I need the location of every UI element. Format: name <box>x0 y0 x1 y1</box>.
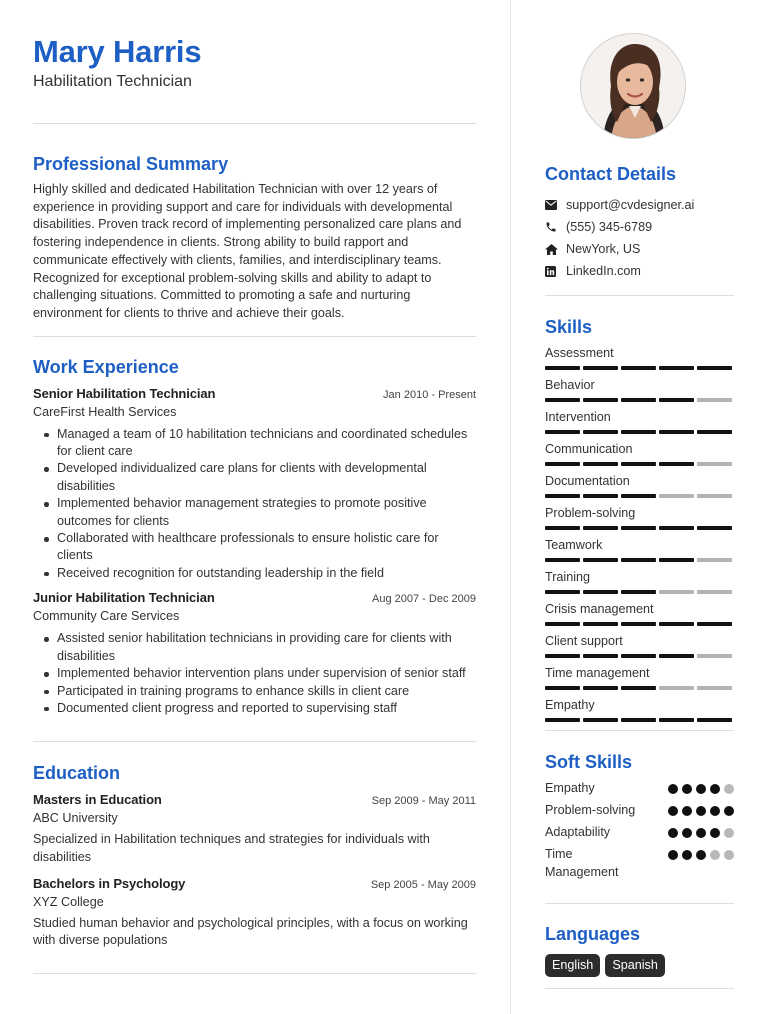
skill-level-segment <box>697 718 732 722</box>
skill-level-segment <box>545 430 580 434</box>
skill-name: Teamwork <box>545 538 603 552</box>
envelope-icon <box>545 200 566 210</box>
rating-dot <box>724 828 734 838</box>
skill-level-segment <box>697 494 732 498</box>
skill-level-segment <box>545 718 580 722</box>
list-item: Documented client progress and reported to supervising staff <box>33 700 476 717</box>
job-title: Junior Habilitation Technician <box>33 590 215 606</box>
education-entry <box>33 875 476 950</box>
job-company: Community Care Services <box>33 609 180 624</box>
skill-row <box>545 600 734 632</box>
skill-level-segment <box>659 686 694 690</box>
skill-name: Crisis management <box>545 602 654 616</box>
contact-email[interactable] <box>545 194 734 216</box>
skill-row <box>545 536 734 568</box>
skill-level-segment <box>545 366 580 370</box>
candidate-name: Mary Harris <box>33 34 202 69</box>
job-header <box>33 385 476 403</box>
skill-level-segment <box>621 622 656 626</box>
list-item: Implemented behavior management strategies to promote positive outcomes for clients <box>33 495 476 530</box>
skill-level-segment <box>545 654 580 658</box>
divider <box>545 988 734 989</box>
contact-location <box>545 238 734 260</box>
skill-level-segment <box>583 590 618 594</box>
list-item: Implemented behavior intervention plans under supervision of senior staff <box>33 665 476 682</box>
skill-level-segment <box>659 398 694 402</box>
skill-level-bar <box>545 622 734 626</box>
job-dates: Aug 2007 - Dec 2009 <box>372 593 476 606</box>
divider <box>545 295 734 296</box>
skill-level-segment <box>583 366 618 370</box>
list-item: Received recognition for outstanding leadership in the field <box>33 565 476 582</box>
list-item: Managed a team of 10 habilitation technicians and coordinated schedules for client care <box>33 426 476 461</box>
skill-level-segment <box>583 430 618 434</box>
skill-level-segment <box>621 526 656 530</box>
degree-title: Masters in Education <box>33 792 162 808</box>
skill-level-bar <box>545 462 734 466</box>
skill-level-segment <box>583 654 618 658</box>
soft-skill-name: Empathy <box>545 781 595 795</box>
rating-dot <box>682 850 692 860</box>
rating-dot <box>682 806 692 816</box>
rating-dot <box>724 850 734 860</box>
divider <box>33 973 476 974</box>
skill-level-segment <box>583 622 618 626</box>
job-entry <box>33 385 476 583</box>
skill-level-segment <box>659 366 694 370</box>
soft-skill-rating <box>668 846 734 860</box>
contact-location-text: NewYork, US <box>566 242 641 256</box>
skill-row <box>545 408 734 440</box>
skill-level-segment <box>583 462 618 466</box>
contact-linkedin[interactable] <box>545 260 734 282</box>
skill-level-segment <box>621 558 656 562</box>
skill-level-segment <box>621 590 656 594</box>
rating-dot <box>710 784 720 794</box>
contact-heading: Contact Details <box>545 164 677 184</box>
education-header <box>33 791 476 809</box>
skill-level-segment <box>697 686 732 690</box>
languages-heading: Languages <box>545 924 641 944</box>
education-heading: Education <box>33 763 121 784</box>
degree-title: Bachelors in Psychology <box>33 875 186 891</box>
list-item: Collaborated with healthcare professionals to ensure holistic care for clients <box>33 530 476 565</box>
skill-level-segment <box>697 366 732 370</box>
skill-level-segment <box>545 398 580 402</box>
school-name: ABC University <box>33 811 118 826</box>
skill-level-segment <box>583 398 618 402</box>
skill-level-segment <box>621 494 656 498</box>
rating-dot <box>668 784 678 794</box>
languages-list <box>545 954 734 977</box>
skill-row <box>545 504 734 536</box>
skill-row <box>545 472 734 504</box>
skill-level-segment <box>697 398 732 402</box>
home-icon <box>545 244 566 255</box>
skill-name: Empathy <box>545 698 595 712</box>
skill-level-segment <box>659 526 694 530</box>
list-item: Developed individualized care plans for clients with developmental disabilities <box>33 460 476 495</box>
skill-level-segment <box>659 558 694 562</box>
skill-level-segment <box>659 622 694 626</box>
soft-skills-heading: Soft Skills <box>545 752 633 772</box>
skill-row <box>545 376 734 408</box>
skill-level-segment <box>545 590 580 594</box>
skill-name: Training <box>545 570 591 584</box>
linkedin-icon <box>545 266 566 277</box>
skill-level-bar <box>545 654 734 658</box>
contact-linkedin-text: LinkedIn.com <box>566 264 641 278</box>
skill-level-segment <box>545 622 580 626</box>
skill-level-bar <box>545 366 734 370</box>
skill-name: Behavior <box>545 378 595 392</box>
divider <box>33 336 476 337</box>
rating-dot <box>668 828 678 838</box>
skill-name: Time management <box>545 666 650 680</box>
skill-level-segment <box>621 654 656 658</box>
summary-text: Highly skilled and dedicated Habilitation Technician with over 12 years of experience in providing support and care for individuals with developmental disabilities. Proven track record of implementing personalized care plans and fostering independence in clients. Strong ability to build rapport and communicate effectively with clients, families, and interdisciplinary teams. Recognized for exceptional problem-solving skills and ability to adapt to challenging situations. Committed to promoting a safe and nurturing environment for clients to thrive and achieve their goals. <box>33 182 462 320</box>
skill-level-segment <box>697 558 732 562</box>
contact-phone-text: (555) 345-6789 <box>566 220 653 234</box>
skill-level-segment <box>659 718 694 722</box>
rating-dot <box>724 806 734 816</box>
job-bullets <box>33 426 476 583</box>
experience-heading: Work Experience <box>33 356 179 377</box>
skill-level-bar <box>545 398 734 402</box>
skill-level-segment <box>697 430 732 434</box>
skill-level-segment <box>545 494 580 498</box>
skill-level-bar <box>545 718 734 722</box>
skill-level-segment <box>697 590 732 594</box>
skill-name: Documentation <box>545 474 630 488</box>
skill-level-segment <box>621 462 656 466</box>
education-header <box>33 875 476 893</box>
skill-level-segment <box>697 622 732 626</box>
skill-level-segment <box>545 558 580 562</box>
soft-skill-row <box>545 846 734 886</box>
skill-row <box>545 344 734 376</box>
divider <box>545 903 734 904</box>
skill-level-segment <box>621 718 656 722</box>
language-tag: English <box>545 954 600 977</box>
skill-level-bar <box>545 686 734 690</box>
soft-skill-rating <box>668 824 734 838</box>
contact-email-text: support@cvdesigner.ai <box>566 198 695 212</box>
soft-skill-row <box>545 780 734 802</box>
language-tag: Spanish <box>605 954 665 977</box>
skill-name: Client support <box>545 634 623 648</box>
skill-level-segment <box>697 462 732 466</box>
skill-level-segment <box>659 430 694 434</box>
education-desc: Specialized in Habilitation techniques and strategies for individuals with disabilities <box>33 832 430 865</box>
soft-skill-name: Time Management <box>545 847 619 879</box>
skill-level-segment <box>545 686 580 690</box>
skill-level-segment <box>659 494 694 498</box>
job-dates: Jan 2010 - Present <box>383 388 476 401</box>
skill-level-segment <box>621 430 656 434</box>
job-entry <box>33 589 476 717</box>
soft-skill-name: Problem-solving <box>545 803 636 817</box>
main-column <box>33 34 476 974</box>
education-desc: Studied human behavior and psychological principles, with a focus on working with diverse populations <box>33 915 468 948</box>
rating-dot <box>696 784 706 794</box>
summary-heading: Professional Summary <box>33 154 229 174</box>
skill-row <box>545 664 734 696</box>
skill-row <box>545 632 734 664</box>
skill-level-bar <box>545 526 734 530</box>
skill-level-segment <box>621 366 656 370</box>
skill-level-bar <box>545 590 734 594</box>
soft-skill-rating <box>668 780 734 794</box>
job-company: CareFirst Health Services <box>33 404 177 419</box>
skill-name: Intervention <box>545 410 611 424</box>
rating-dot <box>710 850 720 860</box>
skill-level-segment <box>545 462 580 466</box>
phone-icon <box>545 221 566 233</box>
skill-level-segment <box>583 526 618 530</box>
rating-dot <box>724 784 734 794</box>
skill-level-segment <box>659 590 694 594</box>
job-title: Senior Habilitation Technician <box>33 385 216 401</box>
education-dates: Sep 2009 - May 2011 <box>371 795 476 808</box>
soft-skill-rating <box>668 802 734 816</box>
skill-level-segment <box>545 526 580 530</box>
soft-skill-row <box>545 802 734 824</box>
rating-dot <box>668 850 678 860</box>
skill-level-segment <box>697 526 732 530</box>
skill-name: Communication <box>545 442 633 456</box>
list-item: Participated in training programs to enhance skills in client care <box>33 683 476 700</box>
divider <box>545 730 734 731</box>
sidebar-column <box>545 0 734 989</box>
soft-skill-name: Adaptability <box>545 825 611 839</box>
skill-row <box>545 568 734 600</box>
skill-row <box>545 696 734 728</box>
skill-level-segment <box>621 686 656 690</box>
education-entry <box>33 791 476 866</box>
skill-level-segment <box>583 718 618 722</box>
skill-level-bar <box>545 430 734 434</box>
skill-level-segment <box>659 462 694 466</box>
skill-name: Problem-solving <box>545 506 636 520</box>
list-item: Assisted senior habilitation technicians in providing care for clients with disabilities <box>33 630 476 665</box>
skills-list <box>545 344 734 728</box>
skill-level-segment <box>583 558 618 562</box>
rating-dot <box>710 806 720 816</box>
rating-dot <box>696 828 706 838</box>
rating-dot <box>710 828 720 838</box>
rating-dot <box>696 806 706 816</box>
rating-dot <box>682 828 692 838</box>
job-header <box>33 589 476 607</box>
soft-skills-list <box>545 780 734 886</box>
skill-level-segment <box>621 398 656 402</box>
skill-name: Assessment <box>545 346 614 360</box>
skill-level-segment <box>583 686 618 690</box>
skill-level-segment <box>697 654 732 658</box>
candidate-title: Habilitation Technician <box>33 73 192 90</box>
rating-dot <box>696 850 706 860</box>
job-bullets <box>33 630 476 717</box>
skills-heading: Skills <box>545 317 593 337</box>
skill-level-bar <box>545 494 734 498</box>
education-dates: Sep 2005 - May 2009 <box>370 878 476 891</box>
contact-list <box>545 194 734 282</box>
rating-dot <box>668 806 678 816</box>
rating-dot <box>682 784 692 794</box>
divider <box>33 741 476 742</box>
soft-skill-row <box>545 824 734 846</box>
skill-level-segment <box>659 654 694 658</box>
divider <box>33 123 476 124</box>
skill-level-bar <box>545 558 734 562</box>
school-name: XYZ College <box>33 894 104 909</box>
contact-phone[interactable] <box>545 216 734 238</box>
skill-level-segment <box>583 494 618 498</box>
skill-row <box>545 440 734 472</box>
